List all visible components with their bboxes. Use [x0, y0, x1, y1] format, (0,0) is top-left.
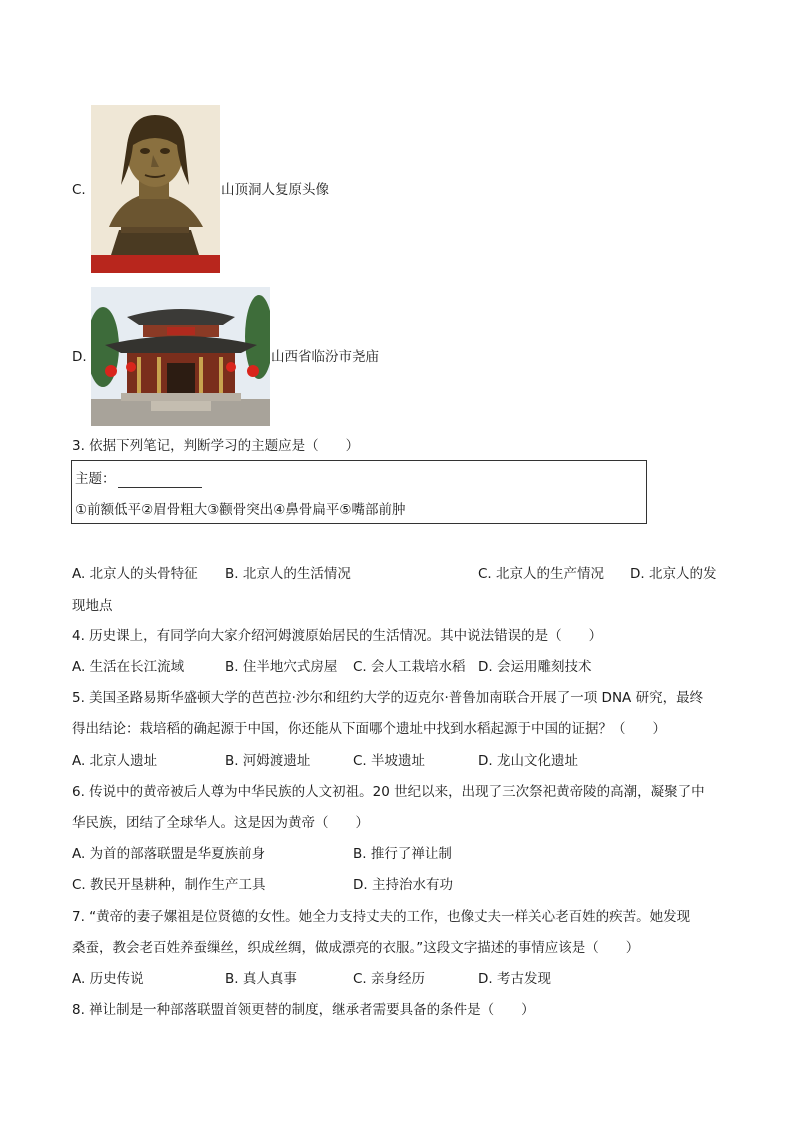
q4-option-c[interactable]: C. 会人工栽培水稻 — [353, 659, 466, 675]
q7-option-c[interactable]: C. 亲身经历 — [353, 971, 426, 987]
q5-option-c[interactable]: C. 半坡遗址 — [353, 753, 426, 769]
q5-option-a[interactable]: A. 北京人遗址 — [72, 753, 158, 769]
q6-stem-line2: 华民族，团结了全球华人。这是因为黄帝（ ） — [72, 815, 369, 831]
q7-option-d[interactable]: D. 考古发现 — [478, 971, 551, 987]
q4-option-a[interactable]: A. 生活在长江流域 — [72, 659, 185, 675]
q6-option-c[interactable]: C. 教民开垦耕种，制作生产工具 — [72, 877, 266, 893]
q7-option-a[interactable]: A. 历史传说 — [72, 971, 144, 987]
q3-option-d[interactable]: D. 北京人的发 — [630, 566, 717, 582]
q5-stem-line2: 得出结论：栽培稻的确起源于中国，你还能从下面哪个遗址中找到水稻起源于中国的证据？（ ） — [72, 721, 666, 737]
q3-option-b[interactable]: B. 北京人的生活情况 — [225, 566, 351, 582]
q5-option-d[interactable]: D. 龙山文化遗址 — [478, 753, 578, 769]
q6-option-d[interactable]: D. 主持治水有功 — [353, 877, 453, 893]
q6-option-a[interactable]: A. 为首的部落联盟是华夏族前身 — [72, 846, 266, 862]
q7-stem-line1: 7. “黄帝的妻子嫘祖是位贤德的女性。她全力支持丈夫的工作，也像丈夫一样关心老百姓的疾苦。她发现 — [72, 909, 691, 925]
q3-option-c[interactable]: C. 北京人的生产情况 — [478, 566, 605, 582]
topic-blank — [118, 473, 202, 488]
q5-stem-line1: 5. 美国圣路易斯华盛顿大学的芭芭拉·沙尔和纽约大学的迈克尔·普鲁加南联合开展了一项 DNA 研究，最终 — [72, 690, 704, 706]
q6-option-b[interactable]: B. 推行了禅让制 — [353, 846, 452, 862]
temple-photo — [91, 287, 270, 426]
q4-option-b[interactable]: B. 住半地穴式房屋 — [225, 659, 338, 675]
note-body: ①前额低平②眉骨粗大③颧骨突出④鼻骨扁平⑤嘴部前肿 — [75, 502, 406, 518]
q3-option-d-wrap: 现地点 — [72, 598, 113, 614]
q6-stem-line1: 6. 传说中的黄帝被后人尊为中华民族的人文初祖。20 世纪以来，出现了三次祭祀黄帝陵的高潮，凝聚了中 — [72, 784, 705, 800]
q7-stem-line2: 桑蚕，教会老百姓养蚕缫丝，织成丝绸，做成漂亮的衣服。”这段文字描述的事情应该是（ ） — [72, 940, 640, 956]
bust-sculpture-photo — [91, 105, 220, 273]
q4-stem: 4. 历史课上，有同学向大家介绍河姆渡原始居民的生活情况。其中说法错误的是（ ） — [72, 628, 603, 644]
option-d-caption: 山西省临汾市尧庙 — [271, 349, 379, 365]
option-d-label: D. — [72, 349, 87, 365]
note-title-row — [75, 470, 202, 488]
option-c-label: C. — [72, 182, 86, 198]
note-title: 主题： — [75, 471, 116, 487]
option-c-caption: 山顶洞人复原头像 — [221, 182, 329, 198]
q3-option-a[interactable]: A. 北京人的头骨特征 — [72, 566, 198, 582]
q7-option-b[interactable]: B. 真人真事 — [225, 971, 297, 987]
q8-stem: 8. 禅让制是一种部落联盟首领更替的制度，继承者需要具备的条件是（ ） — [72, 1002, 535, 1018]
q4-option-d[interactable]: D. 会运用雕刻技术 — [478, 659, 592, 675]
q5-option-b[interactable]: B. 河姆渡遗址 — [225, 753, 311, 769]
q3-stem: 3. 依据下列笔记，判断学习的主题应是（ ） — [72, 438, 360, 454]
